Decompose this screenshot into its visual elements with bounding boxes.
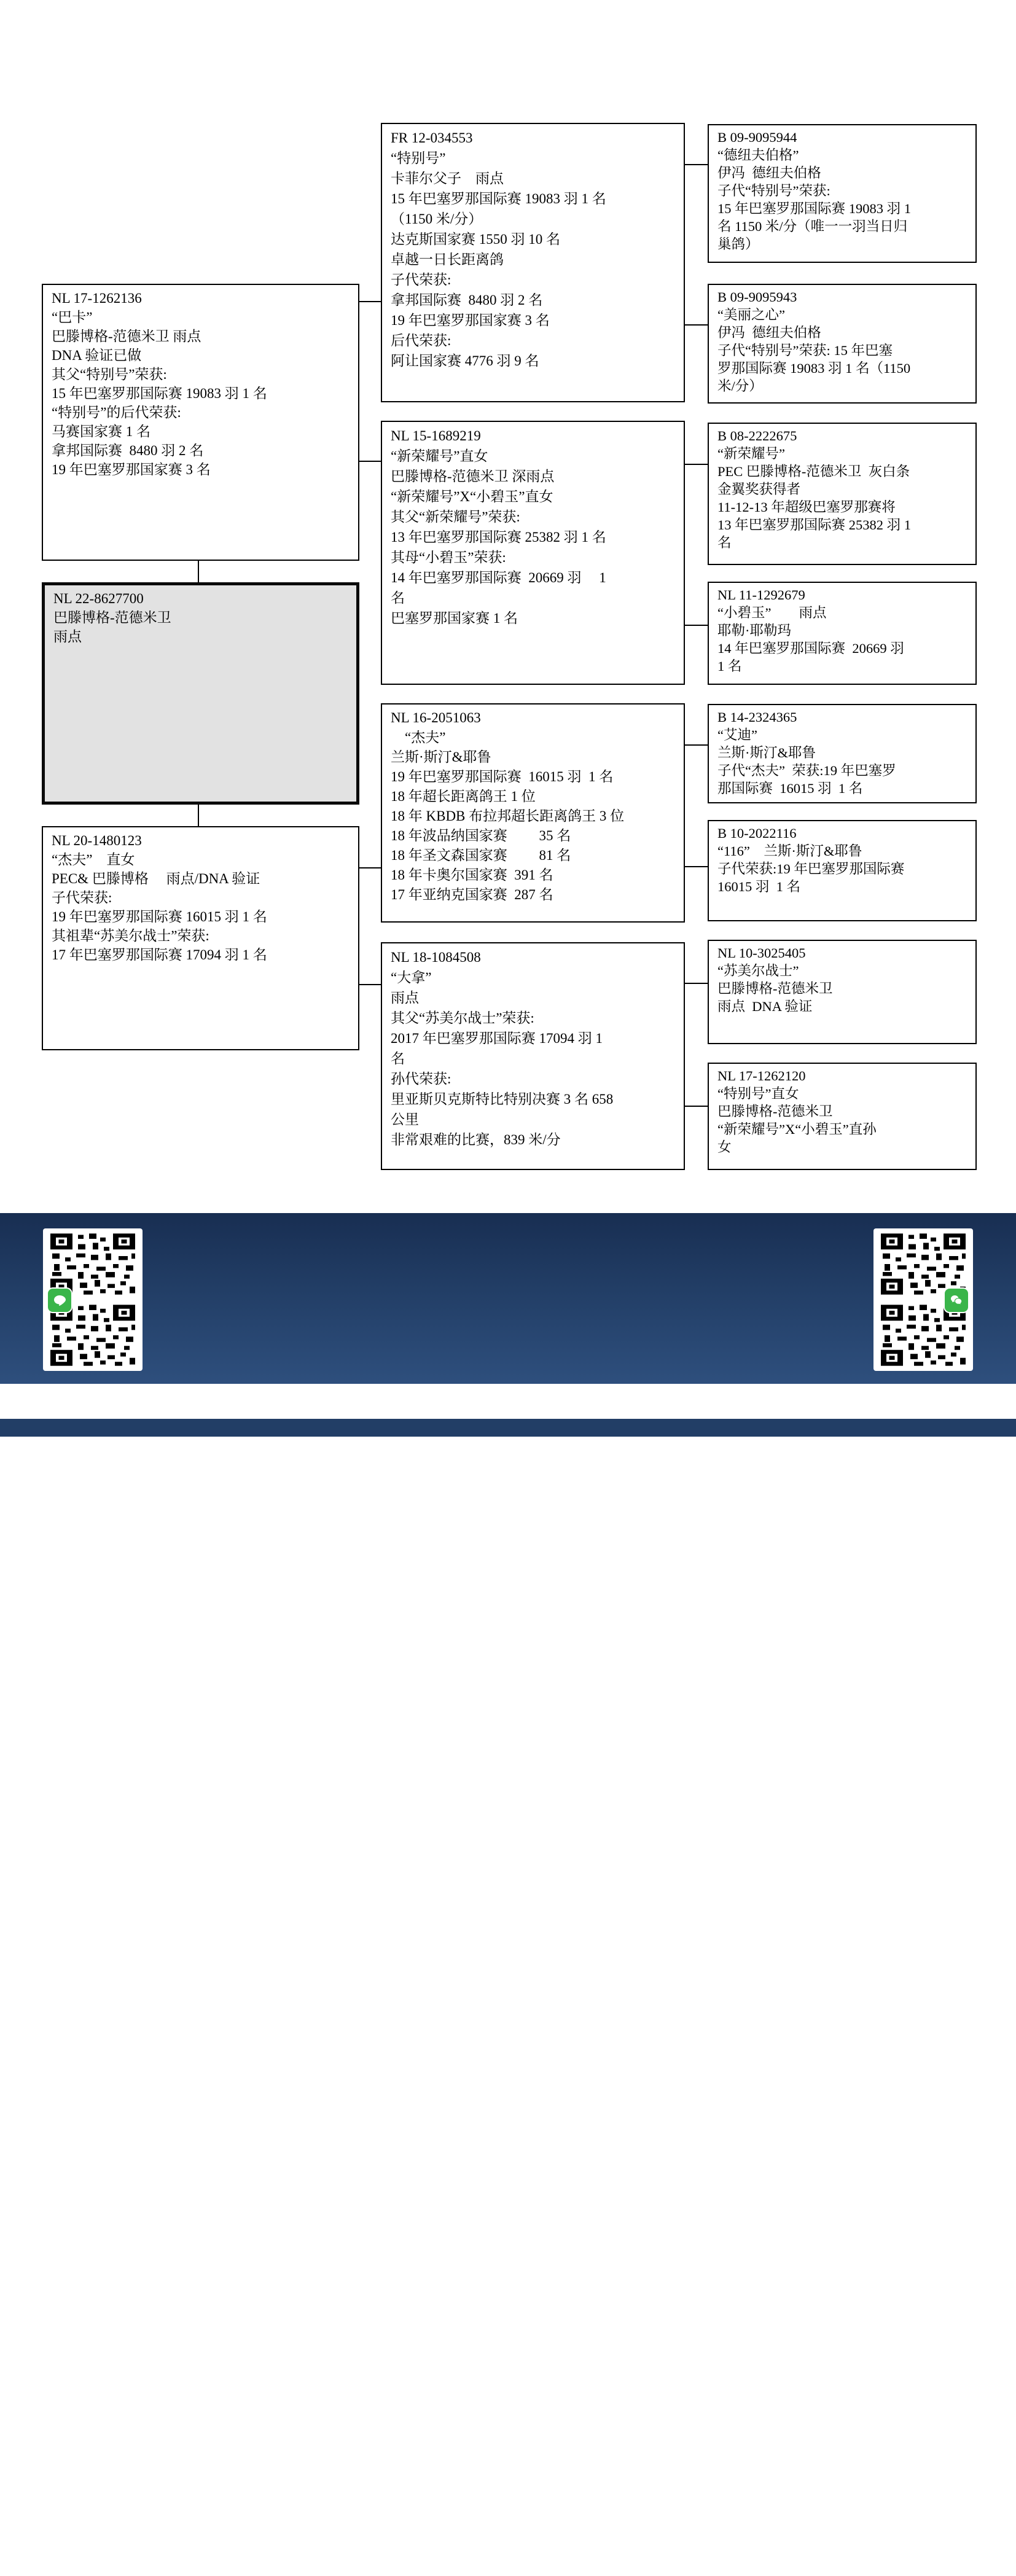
contact-line: [154, 2515, 866, 2539]
ring-number: B 14-2324365: [717, 709, 797, 725]
ring-number: NL 22-8627700: [53, 591, 144, 606]
pedigree-box-granddam-1: [381, 421, 685, 685]
pedigree-box-grandsire-1: [381, 123, 685, 402]
ring-number: NL 17-1262120: [717, 1068, 806, 1083]
ring-number: B 10-2022116: [717, 825, 797, 841]
pedigree-box-grandsire-2: [381, 703, 685, 923]
qr-code: [47, 1302, 139, 1368]
pedigree-box-granddam-2: [381, 942, 685, 1170]
ring-number: NL 20-1480123: [52, 833, 142, 848]
box-lines: “新荣耀号” PEC 巴滕博格-范德米卫 灰白条 金翼奖获得者 11-12-13 年超级巴塞罗那赛将 13 年巴塞罗那国际赛 25382 羽 1 名: [717, 446, 912, 550]
connector: [684, 1106, 708, 1107]
box-lines: “特别号” 卡菲尔父子 雨点 15 年巴塞罗那国际赛 19083 羽 1 名 （1150 米/分） 达克斯国家赛 1550 羽 10 名 卓越一日长距离鸽 子代荣获: 拿邦国际赛 8480 羽 2 名 19 年巴塞罗那国家赛 3 名 后代荣获: 阿让国家赛 4776 羽 9 名: [391, 150, 606, 369]
box-lines: “巴卡” 巴滕博格-范德米卫 雨点 DNA 验证已做 其父“特别号”荣获: 15 年巴塞罗那国际赛 19083 羽 1 名 “特别号”的后代荣获: 马赛国家赛 1 名 拿邦国际赛 8480 羽 2 名 19 年巴塞罗那国家赛 3 名: [52, 310, 267, 477]
box-lines: 巴滕博格-范德米卫 雨点: [53, 610, 171, 644]
ring-number: NL 17-1262136: [52, 291, 142, 306]
ring-number: B 09-9095943: [717, 289, 797, 305]
connector: [684, 983, 708, 984]
line-icon: [48, 1289, 71, 1312]
slogan-text: 品质至上: [471, 2446, 633, 2482]
pedigree-box-ggp-3: [708, 423, 977, 565]
connector: [684, 866, 708, 867]
box-lines: “116” 兰斯·斯汀&耶鲁 子代荣获:19 年巴塞罗那国际赛 16015 羽 1 名: [717, 843, 905, 894]
pedigree-box-ggp-1: [708, 124, 977, 263]
ring-number: B 09-9095944: [717, 130, 797, 145]
bottom-strip: [0, 1419, 1016, 1437]
pedigree-box-dam: [42, 826, 359, 1050]
pedigree-box-sire: [42, 284, 359, 561]
feather-icon: [179, 2447, 218, 2474]
pedigree-box-subject: [42, 582, 359, 805]
box-lines: “小碧玉” 雨点 耶勒·耶勒玛 14 年巴塞罗那国际赛 20669 羽 1 名: [717, 605, 904, 674]
ring-number: B 08-2222675: [717, 428, 797, 443]
pedigree-box-ggp-8: [708, 1063, 977, 1170]
wechat-icon: [945, 1289, 968, 1312]
connector: [684, 464, 708, 465]
qr-panel-left: [43, 1228, 143, 1371]
qr-code: [47, 1231, 139, 1297]
pedigree-box-ggp-6: [708, 820, 977, 921]
ring-number: FR 12-034553: [391, 130, 473, 146]
ring-number: NL 10-3025405: [717, 945, 806, 961]
qr-code: [877, 1231, 969, 1297]
box-lines: “杰夫” 兰斯·斯汀&耶鲁 19 年巴塞罗那国际赛 16015 羽 1 名 18 年超长距离鸽王 1 位 18 年 KBDB 布拉邦超长距离鸽王 3 位 18 年波品纳国家赛 35 名 18 年圣文森国家赛 81 名 18 年卡奥尔国家赛 391 名 17 年亚纳克国家赛 287 名: [391, 730, 625, 902]
contact-taiwan: 台灣聯絡人盧婉婷小姐：+32 471 19 55 24: [179, 2519, 490, 2538]
pedigree-box-ggp-7: [708, 940, 977, 1044]
email-links[interactable]: jo@herbots.be - miet@herbots.be - wangting@herbots.be - pieterjan@herbots.be: [179, 2489, 841, 2508]
connector: [684, 625, 708, 626]
ring-number: NL 11-1292679: [717, 587, 805, 603]
connector: [684, 324, 708, 326]
connector: [684, 164, 708, 165]
website-link[interactable]: WWW.HERBOTS.BE: [649, 2459, 841, 2480]
connector: [359, 984, 381, 985]
pedigree-box-ggp-5: [708, 704, 977, 803]
qr-panel-right: [873, 1228, 973, 1371]
footer-center: [154, 2427, 866, 2576]
logo-row: [154, 2427, 866, 2494]
box-lines: “德纽夫伯格” 伊冯 德纽夫伯格 子代“特别号”荣获: 15 年巴塞罗那国际赛 19083 羽 1 名 1150 米/分（唯一一羽当日归 巢鸽）: [717, 147, 912, 252]
tagline-text: 贺伯特家族...秉持品质第一与诚实可靠，力求提供完美的服务!: [200, 2550, 819, 2574]
contact-china: 中国联络人逯晾一先生：+86 131 2015 0755: [517, 2519, 840, 2538]
footer-banner: [0, 1213, 1016, 2574]
box-lines: “大拿” 雨点 其父“苏美尔战士”荣获: 2017 年巴塞罗那国际赛 17094 羽 1 名 孙代荣获: 里亚斯贝克斯特比特别决赛 3 名 658 公里 非常艰难的比赛，839 米/分: [391, 970, 614, 1147]
ring-number: NL 15-1689219: [391, 428, 481, 443]
box-lines: “美丽之心” 伊冯 德纽夫伯格 子代“特别号”荣获: 15 年巴塞 罗那国际赛 19083 羽 1 名（1150 米/分）: [717, 307, 911, 394]
ring-number: NL 16-2051063: [391, 710, 481, 725]
connector: [198, 561, 199, 582]
connector: [684, 744, 708, 746]
connector: [198, 805, 199, 826]
pedigree-box-ggp-2: [708, 284, 977, 404]
box-lines: “新荣耀号”直女 巴滕博格-范德米卫 深雨点 “新荣耀号”X“小碧玉”直女 其父“新荣耀号”荣获: 13 年巴塞罗那国际赛 25382 羽 1 名 其母“小碧玉”荣获: 14 年巴塞罗那国际赛 20669 羽 1 名 巴塞罗那国家赛 1 名: [391, 448, 606, 626]
box-lines: “特别号”直女 巴滕博格-范德米卫 “新荣耀号”X“小碧玉”直孙 女: [717, 1086, 877, 1155]
box-lines: “杰夫” 直女 PEC& 巴滕博格 雨点/DNA 验证 子代荣获: 19 年巴塞罗那国际赛 16015 羽 1 名 其祖辈“苏美尔战士”荣获: 17 年巴塞罗那国际赛 17094 羽 1 名: [52, 852, 267, 962]
pedigree-box-ggp-4: [708, 582, 977, 685]
ring-number: NL 18-1084508: [391, 950, 481, 965]
connector: [359, 867, 381, 868]
connector: [359, 461, 381, 462]
qr-code: [877, 1302, 969, 1368]
brand-logo: Herbots: [224, 2427, 456, 2494]
box-lines: “艾迪” 兰斯·斯汀&耶鲁 子代“杰夫” 荣获:19 年巴塞罗 那国际赛 16015 羽 1 名: [717, 727, 896, 796]
box-lines: “苏美尔战士” 巴滕博格-范德米卫 雨点 DNA 验证: [717, 963, 833, 1014]
connector: [359, 301, 381, 302]
